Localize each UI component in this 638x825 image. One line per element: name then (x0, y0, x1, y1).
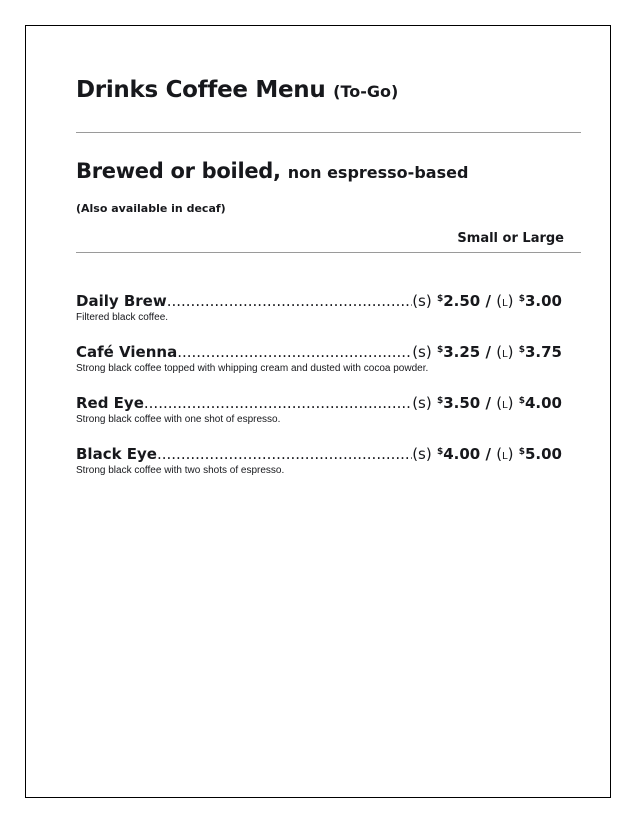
title-subtext: (To-Go) (333, 82, 399, 101)
small-price: 3.25 (443, 343, 481, 361)
menu-item (76, 394, 562, 425)
large-price: 3.75 (524, 343, 562, 361)
small-size-label: (s) (412, 394, 432, 412)
header-divider (76, 252, 581, 253)
currency-symbol: $ (518, 447, 525, 457)
menu-item (76, 445, 562, 476)
large-price: 4.00 (524, 394, 562, 412)
currency-symbol: $ (436, 396, 444, 406)
currency-symbol: $ (436, 447, 444, 457)
menu-item-prices (412, 343, 562, 361)
dot-leader (144, 394, 412, 412)
menu-item-name: Black Eye (76, 445, 157, 463)
dot-leader (167, 292, 412, 310)
price-separator: / (485, 292, 491, 310)
menu-item-name: Red Eye (76, 394, 144, 412)
menu-item (76, 292, 562, 323)
currency-symbol: $ (518, 345, 525, 355)
dot-leader (177, 343, 412, 361)
section-subtitle: non espresso-based (287, 163, 469, 182)
large-size-label: (L) (496, 343, 514, 361)
menu-item (76, 343, 562, 374)
top-divider (76, 132, 581, 133)
currency-symbol: $ (518, 294, 525, 304)
large-size-label: (L) (496, 292, 514, 310)
menu-item-description: Strong black coffee with two shots of espresso. (76, 465, 285, 476)
price-separator: / (485, 394, 491, 412)
size-column-header: Small or Large (457, 231, 564, 246)
section-title: Brewed or boiled, (76, 159, 281, 183)
section-heading (76, 159, 468, 183)
menu-item-line (76, 292, 562, 310)
menu-item-line (76, 445, 562, 463)
title-text: Drinks Coffee Menu (76, 77, 326, 103)
menu-item-prices (412, 394, 562, 412)
menu-item-line (76, 343, 562, 361)
large-size-label: (L) (496, 445, 514, 463)
small-price: 4.00 (443, 445, 481, 463)
price-separator: / (485, 445, 491, 463)
currency-symbol: $ (518, 396, 525, 406)
small-size-label: (s) (412, 343, 432, 361)
menu-item-description: Strong black coffee with one shot of espresso. (76, 414, 281, 425)
small-price: 2.50 (443, 292, 481, 310)
dot-leader (157, 445, 412, 463)
large-price: 5.00 (524, 445, 562, 463)
small-size-label: (s) (412, 445, 432, 463)
menu-item-description: Filtered black coffee. (76, 312, 169, 323)
small-price: 3.50 (443, 394, 481, 412)
menu-item-prices (412, 445, 562, 463)
currency-symbol: $ (436, 294, 444, 304)
currency-symbol: $ (436, 345, 444, 355)
menu-item-description: Strong black coffee topped with whipping cream and dusted with cocoa powder. (76, 363, 429, 374)
decaf-note: (Also available in decaf) (76, 202, 226, 215)
menu-item-line (76, 394, 562, 412)
page-title (76, 77, 398, 103)
price-separator: / (485, 343, 491, 361)
small-size-label: (s) (412, 292, 432, 310)
menu-item-name: Café Vienna (76, 343, 178, 361)
large-price: 3.00 (524, 292, 562, 310)
menu-page (25, 25, 611, 798)
menu-item-prices (412, 292, 562, 310)
menu-item-name: Daily Brew (76, 292, 167, 310)
large-size-label: (L) (496, 394, 514, 412)
